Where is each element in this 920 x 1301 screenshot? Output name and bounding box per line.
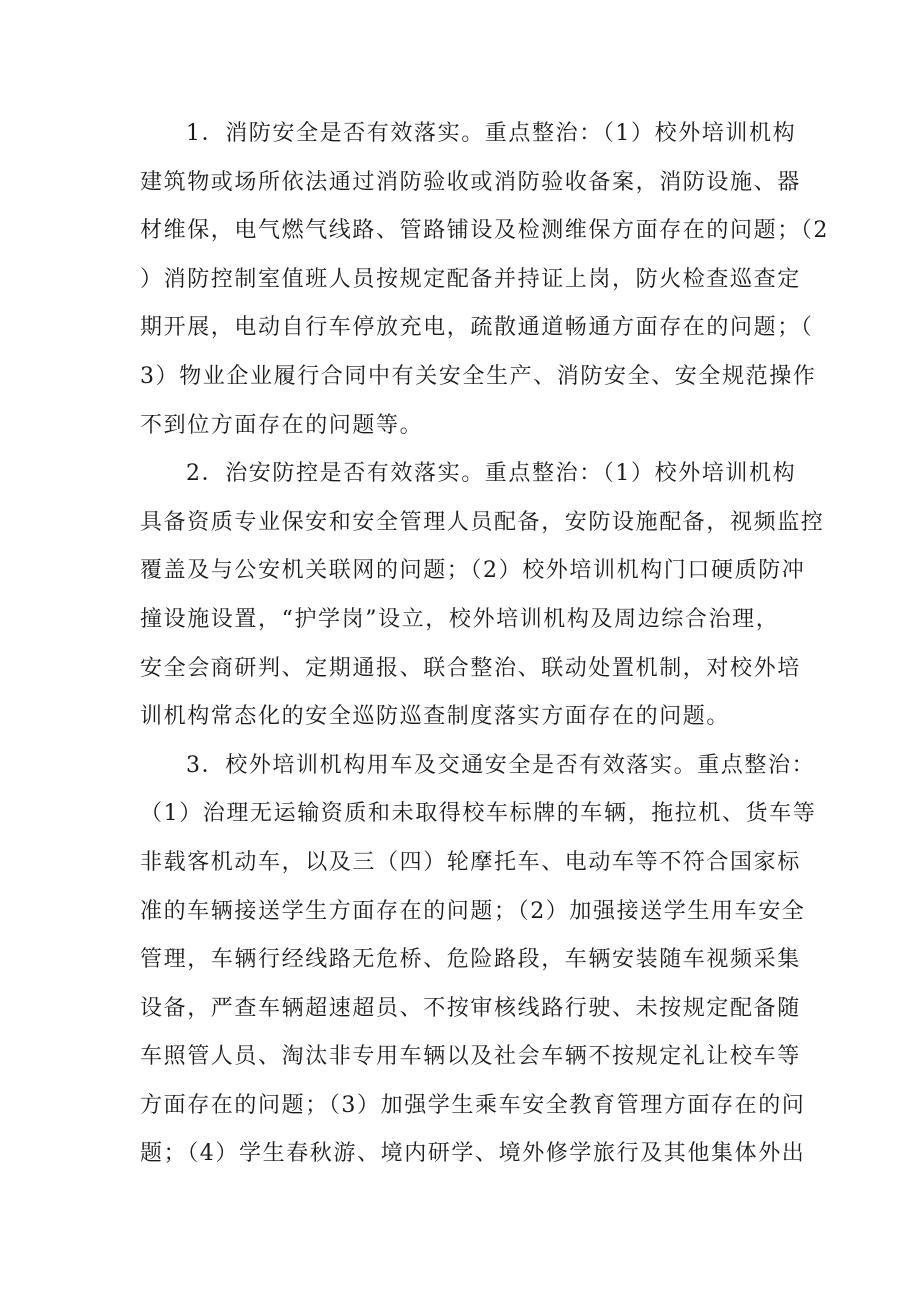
text-line: 3）物业企业履行合同中有关安全生产、消防安全、安全规范操作 — [140, 363, 817, 389]
text-line: 具备资质专业保安和安全管理人员配备，安防设施配备，视频监控 — [140, 509, 825, 535]
text-line: 训机构常态化的安全巡防巡查制度落实方面存在的问题。 — [140, 704, 731, 730]
text-line: 材维保，电气燃气线路、管路铺设及检测维保方面存在的问题；（2 — [140, 218, 829, 244]
text-line: 非载客机动车，以及三（四）轮摩托车、电动车等不符合国家标 — [140, 849, 801, 875]
text-line: ）消防控制室值班人员按规定配备并持证上岗，防火检查巡查定 — [140, 266, 801, 292]
text-line: 撞设施设置，“护学岗”设立，校外培训机构及周边综合治理， — [140, 606, 780, 632]
document-body — [0, 110, 920, 1179]
text-line: 管理，车辆行经线路无危桥、危险路段，车辆安装随车视频采集 — [140, 947, 801, 973]
text-line: 1．消防安全是否有效落实。重点整治：（1）校外培训机构 — [186, 121, 797, 146]
text-line: 设备，严查车辆超速超员、不按审核线路行驶、未按规定配备随 — [140, 995, 801, 1021]
text-line: 3．校外培训机构用车及交通安全是否有效落实。重点整治： — [186, 752, 816, 778]
text-line: 不到位方面存在的问题等。 — [140, 412, 424, 438]
text-line: 建筑物或场所依法通过消防验收或消防验收备案，消防设施、器 — [140, 169, 801, 195]
text-line: 覆盖及与公安机关联网的问题；（2）校外培训机构门口硬质防冲 — [140, 558, 806, 584]
text-line: 题；（4）学生春秋游、境内研学、境外修学旅行及其他集体外出 — [140, 1141, 806, 1167]
text-line: 安全会商研判、定期通报、联合整治、联动处置机制，对校外培 — [140, 655, 801, 681]
text-line: 期开展，电动自行车停放充电，疏散通道畅通方面存在的问题；（ — [140, 315, 814, 341]
text-line: 2．治安防控是否有效落实。重点整治：（1）校外培训机构 — [186, 461, 797, 487]
text-line: 方面存在的问题；（3）加强学生乘车安全教育管理方面存在的问 — [140, 1092, 806, 1118]
text-line: 车照管人员、淘汰非专用车辆以及社会车辆不按规定礼让校车等 — [140, 1044, 801, 1070]
text-line: （1）治理无运输资质和未取得校车标牌的车辆，拖拉机、货车等 — [140, 801, 817, 827]
text-line: 准的车辆接送学生方面存在的问题；（2）加强接送学生用车安全 — [140, 898, 806, 924]
